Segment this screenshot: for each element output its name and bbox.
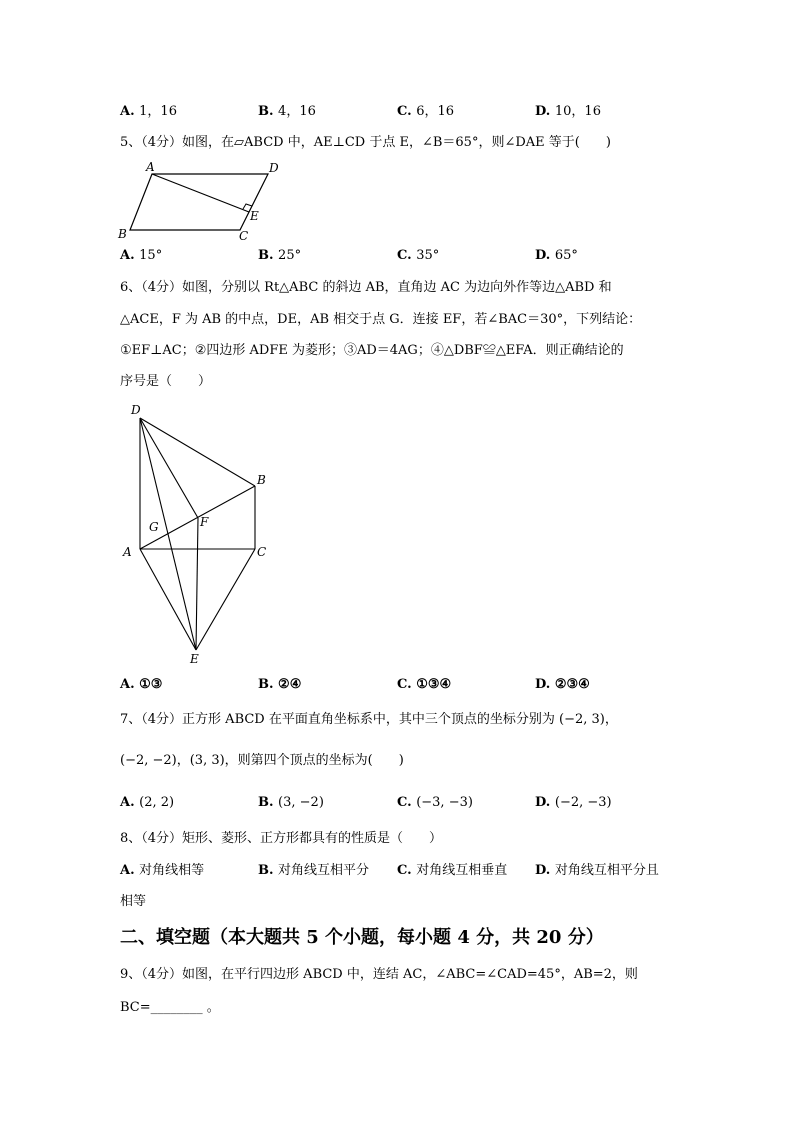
q6-option-c: C. ①③④ (397, 677, 452, 692)
q4-option-c: C. 6，16 (397, 104, 455, 119)
q5-option-a: A. 15° (120, 248, 163, 263)
q6-stem-line-1: 6、（4分）如图，分别以 Rt△ABC 的斜边 AB，直角边 AC 为边向外作等边△ABD 和 (120, 280, 612, 295)
q4-option-d: D. 10，16 (535, 104, 601, 119)
q4-option-b: B. 4，16 (258, 104, 316, 119)
q7-option-a: A. (2, 2) (120, 795, 175, 810)
q5-stem: 5、（4分）如图，在▱ABCD 中，AE⊥CD 于点 E，∠B＝65°，则∠DAE 等于( ) (120, 135, 611, 150)
q8-option-d-continuation: 相等 (120, 894, 147, 909)
label-g: G (149, 520, 159, 534)
segment-db (140, 418, 255, 486)
q9-stem-line-2: BC=________ 。 (120, 1000, 220, 1015)
label-f: F (200, 515, 209, 529)
q6-option-d: D. ②③④ (535, 677, 590, 692)
q6-stem-line-2: △ACE，F 为 AB 的中点，DE，AB 相交于点 G．连接 EF，若∠BAC＝30°，下列结论： (120, 312, 642, 327)
q6-triangle-figure (112, 398, 282, 670)
label-c: C (239, 229, 249, 242)
segment-ce (196, 549, 255, 650)
q5-option-b: B. 25° (258, 248, 302, 263)
q5-option-d: D. 65° (535, 248, 578, 263)
label-d: D (131, 403, 141, 417)
label-b: B (118, 227, 127, 241)
q7-option-b: B. (3, −2) (258, 795, 324, 810)
q6-option-b: B. ②④ (258, 677, 302, 692)
q5-option-c: C. 35° (397, 248, 440, 263)
segment-fe (196, 518, 198, 650)
segment-ae (140, 549, 196, 650)
q8-option-b: B. 对角线互相平分 (258, 863, 370, 878)
parallelogram-abcd (130, 174, 268, 230)
label-a: A (146, 160, 155, 174)
segment-df (140, 418, 198, 518)
q8-option-c: C. 对角线互相垂直 (397, 863, 508, 878)
q4-option-a: A. 1，16 (120, 104, 177, 119)
q5-parallelogram-figure (112, 158, 292, 242)
q6-option-a: A. ①③ (120, 677, 163, 692)
q8-option-a: A. 对角线相等 (120, 863, 205, 878)
q7-stem-line-1: 7、（4分）正方形 ABCD 在平面直角坐标系中，其中三个顶点的坐标分别为 (−2, 3)， (120, 712, 618, 727)
segment-ae (152, 174, 249, 212)
q7-option-d: D. (−2, −3) (535, 795, 612, 810)
section-title: 二、填空题（本大题共 5 个小题，每小题 4 分，共 20 分） (120, 927, 604, 948)
q6-stem-line-3: ①EF⊥AC；②四边形 ADFE 为菱形；③AD＝4AG；④△DBF≌△EFA．则正确结论的 (120, 343, 624, 358)
segment-de (140, 418, 196, 650)
label-e: E (190, 652, 199, 666)
q6-stem-line-4: 序号是（ ） (120, 374, 212, 389)
q8-option-d: D. 对角线互相平分且 (535, 863, 659, 878)
q8-stem: 8、（4分）矩形、菱形、正方形都具有的性质是（ ） (120, 831, 443, 846)
q7-option-c: C. (−3, −3) (397, 795, 473, 810)
q9-stem-line-1: 9、（4分）如图，在平行四边形 ABCD 中，连结 AC，∠ABC=∠CAD=45°，AB=2，则 (120, 967, 638, 982)
label-c: C (257, 545, 267, 559)
q7-stem-line-2: (−2, −2)，(3, 3)，则第四个顶点的坐标为( ) (120, 753, 404, 768)
label-a: A (123, 545, 132, 559)
label-d: D (269, 161, 279, 175)
label-b: B (257, 473, 266, 487)
label-e: E (250, 209, 259, 223)
